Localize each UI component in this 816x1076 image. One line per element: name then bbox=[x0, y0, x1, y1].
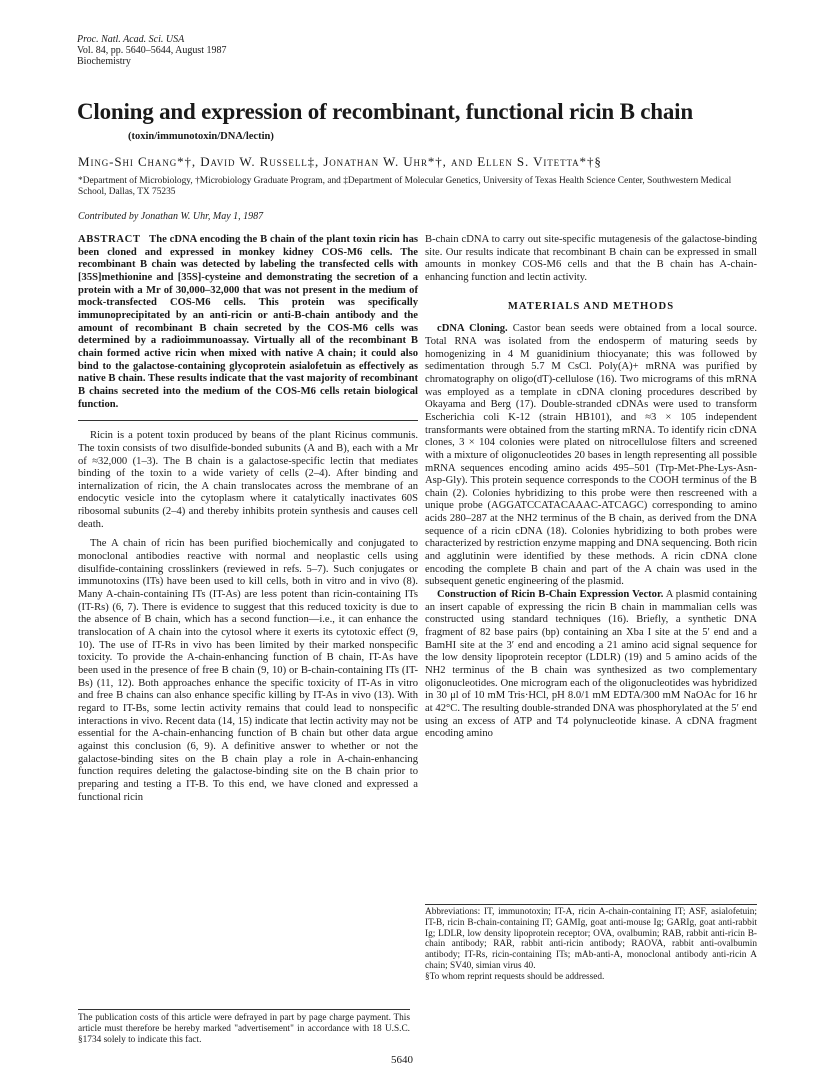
abbreviations-text: Abbreviations: IT, immunotoxin; IT-A, ricin A-chain-containing IT; ASF, asialofetuin; IT-B, ricin B-chain-containing IT; GAMIg, goat anti-mouse Ig; GARIg, goat anti-rabbit Ig; LDLR, low density lipoprotein receptor; OVA, ovalbumin; RAB, rabbit anti-ricin B-chain antibody; RAR, rabbit anti-ricin antibody; RAOVA, rabbit anti-ovalbumin antibody; IT-Rs, ricin-containing ITs; mAb-anti-A, monoclonal antibody anti-ricin A chain; SV40, simian virus 40. bbox=[425, 907, 757, 971]
intro-continuation: B-chain cDNA to carry out site-specific mutagenesis of the galactose-binding site. Our results indicate that recombinant B chain can be expressed in small amounts in monkey COS-M6 cells and that the B chain has A-chain-enhancing function and lectin activity. bbox=[425, 234, 757, 283]
journal-header bbox=[77, 34, 227, 67]
intro-paragraph-2: The A chain of ricin has been purified biochemically and conjugated to monoclonal antibodies reactive with normal and neoplastic cells using disulfide-containing crosslinkers (reviewed in refs. 5–7). Such conjugates or immunotoxins (ITs) have been used to kill cells, both in vitro and in vivo (8). Many A-chain-containing ITs (IT-As) are less potent than ricin-containing ITs (IT-Rs) (6, 7). There is evidence to suggest that this reduced toxicity is due to the absence of B chain, which has a second function—i.e., it can enhance the translocation of A chain into the cytosol where it exerts its cytotoxic effect (9, 10). The use of IT-Rs in vivo has been limited by their marked nonspecific toxicity. To provide the A-chain-enhancing function of B chain, IT-As have been used in the presence of free B chain (9, 10) or B-chain-containing ITs (IT-Bs) (11, 12). Both approaches enhance the specific toxicity of IT-As in vitro and free B chains can also enhance specific killing by IT-As in vivo (13). With regard to IT-Bs, some lectin activity remains that could lead to nonspecific interactions in vivo. Recent data (14, 15) indicate that lectin activity may not be essential for the A-chain-enhancing function of B chain but other data argue against this conclusion (6, 9). A definitive answer to whether or not the galactose-binding sites on the B chain play a role in A-chain-enhancing function requires deleting the galactose-binding site on the B chain prior to preparing and testing a IT-B. To this end, we have cloned and expressed a functional ricin bbox=[78, 538, 418, 803]
cdna-cloning-lead: cDNA Cloning. bbox=[437, 323, 508, 335]
vector-construction-lead: Construction of Ricin B-Chain Expression Vector. bbox=[437, 589, 664, 601]
cdna-cloning-paragraph bbox=[425, 323, 757, 589]
intro-paragraph-1: Ricin is a potent toxin produced by beans of the plant Ricinus communis. The toxin consists of two disulfide-bonded subunits (A and B), each with a Mr of ≈32,000 (1–3). The B chain is a galactose-specific lectin that mediates binding of the toxin to a wide variety of cells (2–4). After binding and internalization of ricin, the A chain translocates across the membrane of an endocytic vesicle into the cytoplasm where it catalytically inactivates 60S ribosomal subunits (2–4) and thereby inhibits protein synthesis and causes cell death. bbox=[78, 430, 418, 530]
contributed-by: Contributed by Jonathan W. Uhr, May 1, 1987 bbox=[78, 211, 264, 222]
footnote-divider bbox=[78, 1009, 410, 1010]
abstract-heading: ABSTRACT bbox=[78, 234, 141, 245]
vector-construction-text: A plasmid containing an insert capable of expressing the ricin B chain in mammalian cells was constructed using standard techniques (16). Briefly, a synthetic DNA fragment of 82 base pairs (bp) containing an Xba I site at the 5′ end and a BamHI site at the 3′ end and encoding a 21 amino acid signal sequence for the low density lipoprotein receptor (LDLR) (19) and 5 amino acids of the NH2 terminus of the B chain was synthesized as two complementary oligonucleotides. One microgram each of the oligonucleotides was hybridized in 30 μl of 10 mM Tris·HCl, pH 8.0/1 mM EDTA/300 mM NaOAc for 16 hr at 42°C. The resulting double-stranded DNA was phosphorylated at the 5′ end using an excess of ATP and T4 polynucleotide kinase. A cDNA fragment encoding amino bbox=[425, 589, 757, 740]
abstract-text: The cDNA encoding the B chain of the plant toxin ricin has been cloned and expressed in monkey kidney COS-M6 cells. The recombinant B chain was detected by labeling the transfected cells with [35S]methionine and [35S]-cysteine and demonstrating the secretion of a protein with a Mr of 30,000–32,000 that was not present in the medium of mock-transfected COS-M6 cells. This protein was specifically immunoprecipitated by an anti-ricin or anti-B-chain antibody and the amount of recombinant B chain secreted by the COS-M6 cells was determined by a radioimmunoassay. Virtually all of the recombinant B chain formed active ricin when mixed with native A chain; it could also bind to the galactose-containing glycoprotein asialofetuin as effectively as native B chain. These results indicate that the vast majority of recombinant B chains secreted into the medium of the COS-M6 cells retain biological function. bbox=[78, 234, 418, 410]
right-column bbox=[425, 234, 757, 741]
abstract bbox=[78, 234, 418, 411]
abstract-divider bbox=[78, 420, 418, 421]
author-list: Ming-Shi Chang*†, David W. Russell‡, Jonathan W. Uhr*†, and Ellen S. Vitetta*†§ bbox=[78, 154, 602, 169]
methods-heading: MATERIALS AND METHODS bbox=[507, 300, 675, 312]
keywords: (toxin/immunotoxin/DNA/lectin) bbox=[128, 131, 274, 142]
vector-construction-paragraph bbox=[425, 589, 757, 741]
abbreviations-note bbox=[425, 907, 757, 983]
abbreviations-divider bbox=[425, 904, 757, 905]
page-number: 5640 bbox=[391, 1054, 413, 1066]
reprint-note: §To whom reprint requests should be addressed. bbox=[425, 971, 605, 982]
affiliations: *Department of Microbiology, †Microbiology Graduate Program, and ‡Department of Molecular Genetics, University of Texas Health Science Center, Southwestern Medical School, Dallas, TX 75235 bbox=[78, 176, 732, 197]
journal-volume: Vol. 84, pp. 5640–5644, August 1987 bbox=[77, 45, 227, 56]
left-column bbox=[78, 234, 418, 804]
cdna-cloning-text: Castor bean seeds were obtained from a local source. Total RNA was isolated from the endosperm of maturing seeds by homogenizing in 4 M guanidinium thiocyanate; this was followed by sedimentation through 5.7 M CsCl. Poly(A)+ mRNA was purified by chromatography on oligo(dT)-cellulose (16). Two micrograms of this mRNA was employed as a template in cDNA cloning procedures described by Okayama and Berg (17). Double-stranded cDNAs were used to transform Escherichia coli K-12 (strain HB101), and ≈3 × 105 independent transformants were obtained from the starting mRNA. To identify ricin cDNA clones, 3 × 104 colonies were plated on nitrocellulose filters and screened with a mixture of oligonucleotides 20 bases in length representing all possible mRNA sequences encoding amino acids 495–501 (Trp-Met-Phe-Lys-Asn-Asp-Gly). This protein sequence corresponds to the COOH terminus of the B chain (2). Colonies hybridizing to this probe were then rescreened with a unique probe (AGGATCCATACAAAC-ATCAGC) corresponding to amino acids 280–287 at the NH2 terminus of the B chain, as derived from the DNA sequence of a ricin cDNA (18). Colonies hybridizing to both probes were characterized by restriction enzyme mapping and DNA sequencing. Both ricin and agglutinin were identified by these methods. A ricin cDNA clone encoding the complete B chain and part of the A chain was used in the subsequent genetic engineering of the plasmid. bbox=[425, 323, 758, 588]
article-title: Cloning and expression of recombinant, functional ricin B chain bbox=[77, 99, 693, 124]
publication-costs-footnote: The publication costs of this article were defrayed in part by page charge payment. This article must therefore be hereby marked "advertisement" in accordance with 18 U.S.C. §1734 solely to indicate this fact. bbox=[78, 1013, 410, 1045]
journal-section: Biochemistry bbox=[77, 56, 131, 67]
journal-name: Proc. Natl. Acad. Sci. USA bbox=[77, 34, 185, 45]
